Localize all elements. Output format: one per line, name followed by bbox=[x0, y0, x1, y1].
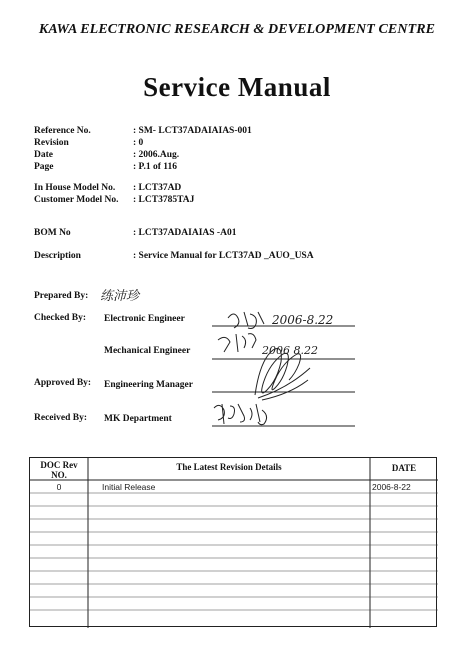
approved-by-label: Approved By: bbox=[34, 378, 92, 388]
checked-sign-date: 2006-8.22 bbox=[272, 313, 334, 327]
description-label: Description bbox=[34, 251, 81, 261]
received-signature-mark bbox=[214, 404, 267, 425]
mechanical-sign-date: 2006 8.22 bbox=[262, 344, 318, 357]
row-1-rev: 0 bbox=[56, 482, 62, 492]
bom-no-label: BOM No bbox=[34, 228, 71, 238]
engineering-manager-role: Engineering Manager bbox=[104, 380, 193, 390]
details-header: The Latest Revision Details bbox=[176, 462, 282, 472]
electronic-engineer-role: Electronic Engineer bbox=[104, 314, 185, 324]
company-header: KAWA ELECTRONIC RESEARCH & DEVELOPMENT CENTRE bbox=[38, 22, 436, 37]
mechanical-engineer-role: Mechanical Engineer bbox=[104, 346, 191, 356]
revision-table bbox=[29, 457, 437, 627]
reference-no-value: : SM- LCT37ADAIAIAS-001 bbox=[133, 126, 252, 136]
revision-value: : 0 bbox=[133, 138, 144, 148]
mechanical-initials-mark bbox=[218, 334, 256, 352]
prepared-by-label: Prepared By: bbox=[34, 291, 89, 301]
doc-rev-header bbox=[30, 460, 88, 480]
received-by-label: Received By: bbox=[34, 413, 88, 423]
doc-rev-header-line2: NO. bbox=[51, 470, 67, 480]
doc-rev-header-line1: DOC Rev bbox=[40, 460, 78, 470]
checked-by-label: Checked By: bbox=[34, 313, 86, 323]
date-label: Date bbox=[34, 150, 53, 160]
reference-no-label: Reference No. bbox=[34, 126, 91, 136]
page-label: Page bbox=[34, 162, 54, 172]
prepared-by-signature: 练沛珍 bbox=[100, 289, 140, 304]
row-1-date: 2006-8-22 bbox=[372, 482, 411, 492]
in-house-model-value: : LCT37AD bbox=[133, 183, 182, 193]
description-value: : Service Manual for LCT37AD _AUO_USA bbox=[133, 251, 314, 261]
customer-model-value: : LCT3785TAJ bbox=[133, 195, 195, 205]
document-title: Service Manual bbox=[143, 72, 331, 102]
in-house-model-label: In House Model No. bbox=[34, 183, 116, 193]
date-value: : 2006.Aug. bbox=[133, 150, 180, 160]
row-1-details: Initial Release bbox=[102, 482, 156, 492]
revision-label: Revision bbox=[34, 138, 69, 148]
bom-no-value: : LCT37ADAIAIAS -A01 bbox=[133, 228, 237, 238]
page-value: : P.1 of 116 bbox=[133, 162, 177, 172]
mk-department-role: MK Department bbox=[104, 414, 172, 424]
customer-model-label: Customer Model No. bbox=[34, 195, 119, 205]
date-header: DATE bbox=[391, 463, 417, 473]
